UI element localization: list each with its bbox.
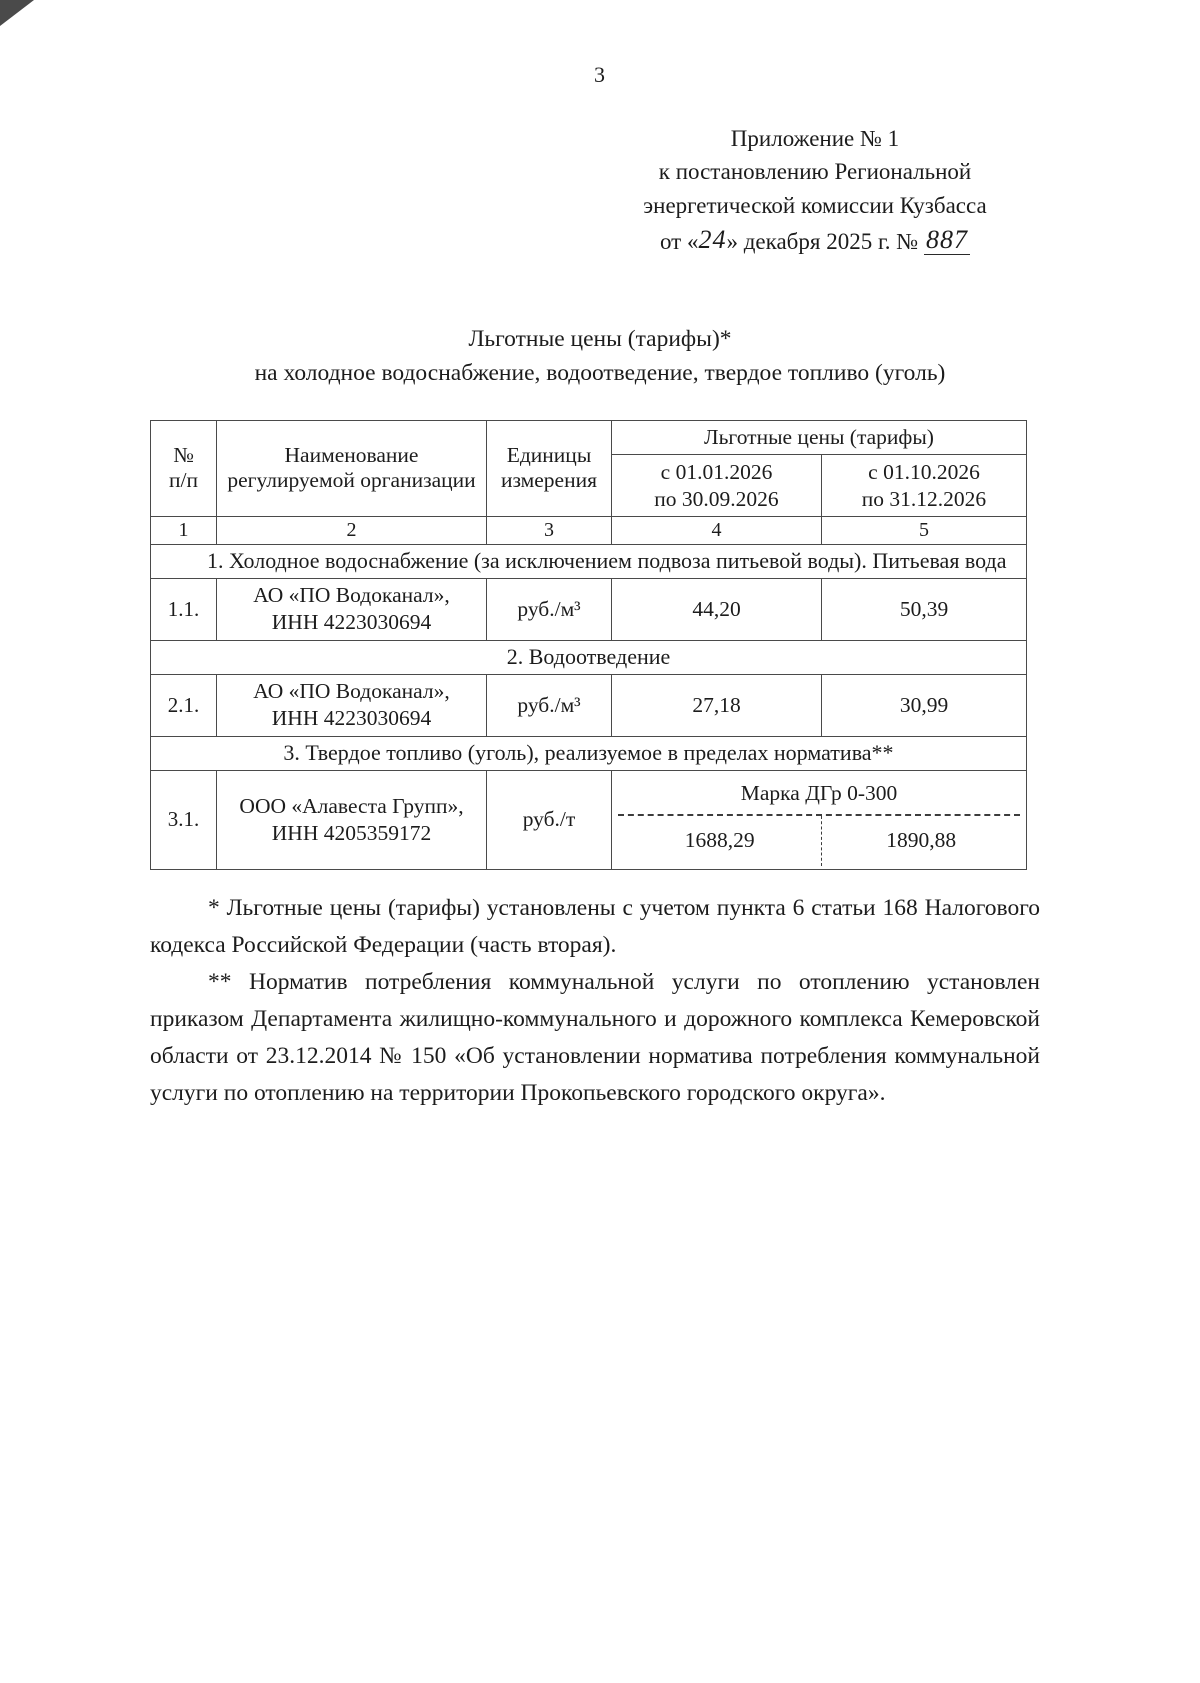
table-row xyxy=(151,770,1027,869)
column-number: 2 xyxy=(217,516,487,544)
tariff-table xyxy=(150,420,1027,870)
price-period-2: 50,39 xyxy=(822,578,1027,640)
section-row-solid-fuel xyxy=(151,736,1027,770)
col-header-prices: Льготные цены (тарифы) xyxy=(612,420,1027,454)
organization-cell: АО «ПО Водоканал», ИНН 4223030694 xyxy=(217,674,487,736)
column-number: 5 xyxy=(822,516,1027,544)
column-number: 1 xyxy=(151,516,217,544)
price-period-2: 30,99 xyxy=(822,674,1027,736)
appendix-line-3: энергетической комиссии Кузбасса xyxy=(643,192,987,218)
price-period-1: 1688,29 xyxy=(684,828,755,853)
appendix-reference xyxy=(600,122,1030,260)
row-number: 2.1. xyxy=(151,674,217,736)
coal-grade-cell xyxy=(612,770,1027,869)
section-title: 3. Твердое топливо (уголь), реализуемое в пределах норматива** xyxy=(151,736,1027,770)
col-header-period-2: с 01.10.2026 по 31.12.2026 xyxy=(822,455,1027,517)
price-period-1: 44,20 xyxy=(612,578,822,640)
appendix-line-1: Приложение № 1 xyxy=(730,126,900,151)
section-title: 1. Холодное водоснабжение (за исключением подвоза питьевой воды). Питьевая вода xyxy=(151,544,1027,578)
unit-cell: руб./м³ xyxy=(487,578,612,640)
row-number: 1.1. xyxy=(151,578,217,640)
col-header-period-1: с 01.01.2026 по 30.09.2026 xyxy=(612,455,822,517)
organization-cell: ООО «Алавеста Групп», ИНН 4205359172 xyxy=(217,770,487,869)
col-header-num: № п/п xyxy=(151,420,217,516)
coal-prices xyxy=(618,816,1020,866)
section-row-water-disposal xyxy=(151,640,1027,674)
row-number: 3.1. xyxy=(151,770,217,869)
title-line-1: Льготные цены (тарифы)* xyxy=(468,325,732,352)
appendix-date-line xyxy=(600,222,1030,260)
price-period-1: 27,18 xyxy=(612,674,822,736)
handwritten-day: 24 xyxy=(698,225,727,255)
organization-cell: АО «ПО Водоканал», ИНН 4223030694 xyxy=(217,578,487,640)
date-prefix: от « xyxy=(659,229,699,255)
unit-cell: руб./т xyxy=(487,770,612,869)
column-number-row xyxy=(151,516,1027,544)
page-number: 3 xyxy=(594,62,606,87)
section-title: 2. Водоотведение xyxy=(151,640,1027,674)
document-title xyxy=(0,322,1200,390)
col-header-units: Единицы измерения xyxy=(487,420,612,516)
footnote-1: * Льготные цены (тарифы) установлены с учетом пункта 6 статьи 168 Налогового кодекса Российской Федерации (часть вторая). xyxy=(150,894,1040,958)
coal-grade-label: Марка ДГр 0-300 xyxy=(618,774,1020,816)
scan-artifact-corner xyxy=(0,0,34,26)
price-period-2: 1890,88 xyxy=(821,816,1020,866)
col-header-organization: Наименование регулируемой организации xyxy=(217,420,487,516)
appendix-line-2: к постановлению Региональной xyxy=(658,159,972,185)
date-suffix: » декабря 2025 г. № xyxy=(726,229,919,255)
table-header-row xyxy=(151,420,1027,454)
unit-cell: руб./м³ xyxy=(487,674,612,736)
section-row-water-supply xyxy=(151,544,1027,578)
title-line-2: на холодное водоснабжение, водоотведение, твердое топливо (уголь) xyxy=(254,359,946,386)
footnote-2: ** Норматив потребления коммунальной услуги по отоплению установлен приказом Департамента жилищно-коммунального и дорожного комплекса Кемеровской области от 23.12.2014 № 150 «Об установлении норматива потребления коммунальной услуги по отоплению на территории Прокопьевского городского округа». xyxy=(150,969,1040,1107)
table-row xyxy=(151,578,1027,640)
column-number: 3 xyxy=(487,516,612,544)
column-number: 4 xyxy=(612,516,822,544)
footnotes xyxy=(150,890,1040,1113)
table-row xyxy=(151,674,1027,736)
handwritten-doc-number: 887 xyxy=(926,225,968,255)
